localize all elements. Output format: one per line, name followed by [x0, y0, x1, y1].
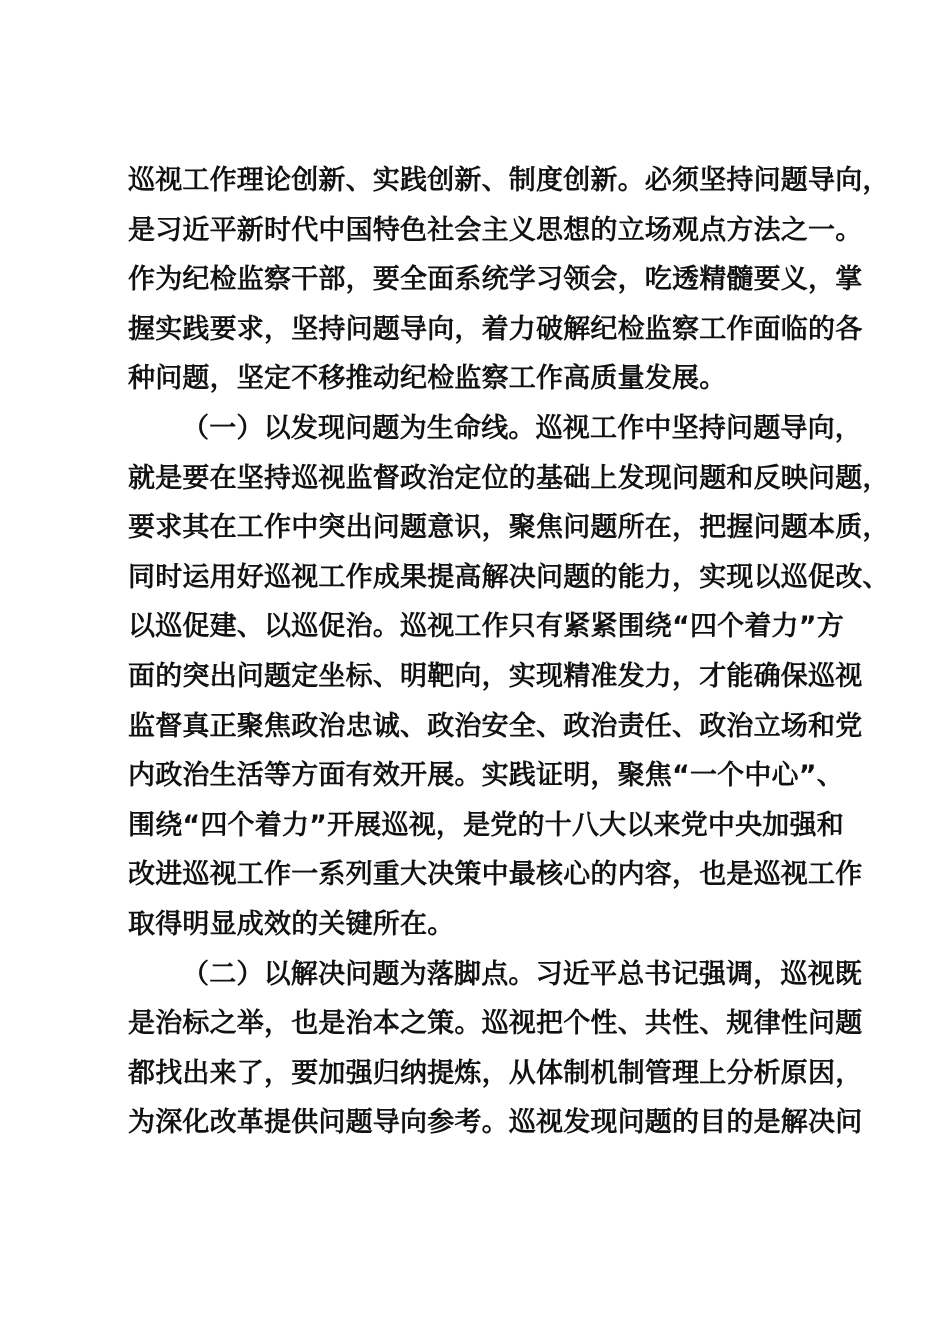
text-line: 巡视工作理论创新、实践创新、制度创新。必须坚持问题导向， [128, 165, 890, 196]
text-line: 是习近平新时代中国特色社会主义思想的立场观点方法之一。 [128, 214, 863, 246]
text-line: 为深化改革提供问题导向参考。巡视发现问题的目的是解决问 [128, 1107, 863, 1139]
text-line: 改进巡视工作一系列重大决策中最核心的内容，也是巡视工作 [128, 859, 863, 891]
section-heading-line: （一）以发现问题为生命线。巡视工作中坚持问题导向， [182, 412, 862, 444]
text-line: 以巡促建、以巡促治。巡视工作只有紧紧围绕“四个着力”方 [128, 611, 844, 643]
text-line: 围绕“四个着力”开展巡视，是党的十八大以来党中央加强和 [128, 809, 844, 841]
body-text [128, 156, 890, 1148]
text-line: 都找出来了，要加强归纳提炼，从体制机制管理上分析原因， [128, 1057, 863, 1089]
text-line: 是治标之举，也是治本之策。巡视把个性、共性、规律性问题 [128, 1008, 863, 1040]
section-heading-line: （二）以解决问题为落脚点。习近平总书记强调，巡视既 [182, 958, 862, 990]
text-line: 面的突出问题定坐标、明靶向，实现精准发力，才能确保巡视 [128, 660, 863, 692]
text-line: 同时运用好巡视工作成果提高解决问题的能力，实现以巡促改、 [128, 561, 890, 593]
text-line: 就是要在坚持巡视监督政治定位的基础上发现问题和反映问题， [128, 462, 890, 494]
text-line: 要求其在工作中突出问题意识，聚焦问题所在，把握问题本质， [128, 512, 890, 544]
text-line: 握实践要求，坚持问题导向，着力破解纪检监察工作面临的各 [128, 313, 863, 345]
text-line: 种问题，坚定不移推动纪检监察工作高质量发展。 [128, 363, 727, 395]
text-line: 内政治生活等方面有效开展。实践证明，聚焦“一个中心”、 [128, 760, 844, 792]
text-line: 作为纪检监察干部，要全面系统学习领会，吃透精髓要义，掌 [128, 264, 863, 296]
text-line: 取得明显成效的关键所在。 [128, 908, 455, 940]
text-line: 监督真正聚焦政治忠诚、政治安全、政治责任、政治立场和党 [128, 710, 863, 742]
